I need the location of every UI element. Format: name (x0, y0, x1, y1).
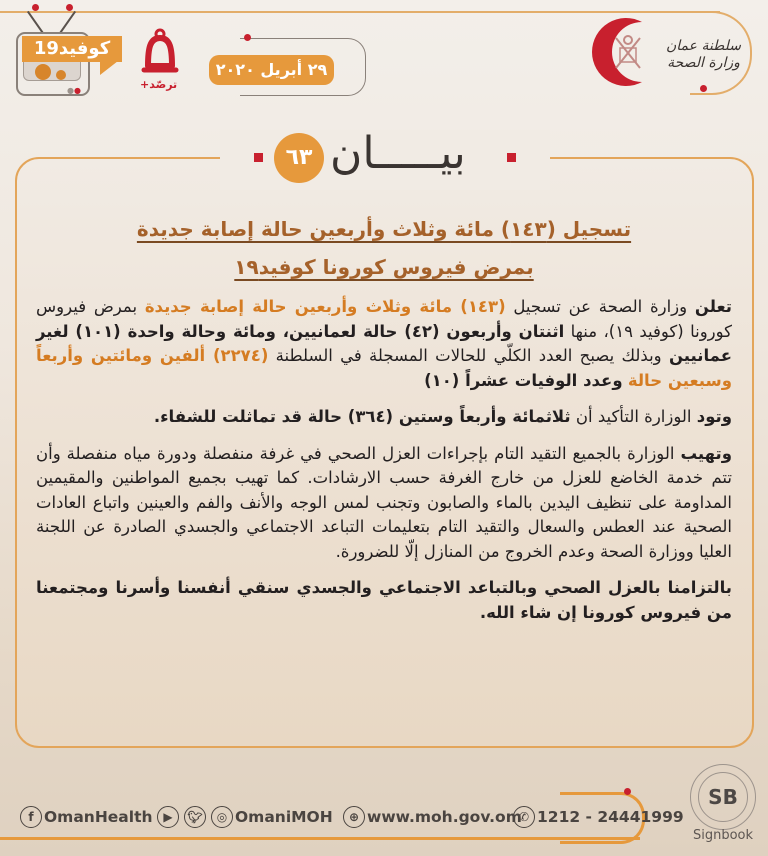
text-run: وبذلك يصبح العدد الكلّي للحالات المسجلة في السلطنة (268, 346, 669, 365)
youtube-icon: ▶ (157, 806, 179, 828)
text-run: بمرض فيروس كورونا (كوفيد ١٩)، منها (36, 297, 733, 341)
virus-icon (35, 64, 51, 80)
text-run: تعلن (694, 297, 732, 316)
paragraph-cases (36, 295, 732, 393)
date-badge: ٢٩ أبريل ٢٠٢٠ (209, 55, 334, 85)
ministry-crescent-logo (592, 16, 664, 88)
facebook-link[interactable] (20, 804, 153, 830)
antenna-dot (66, 4, 73, 11)
globe-icon: ⊕ (343, 806, 365, 828)
connector-dot (244, 34, 251, 41)
signbook-label: Signbook (692, 828, 754, 843)
footer-divider-line (0, 837, 640, 840)
headline-line-2: بمرض فيروس كورونا كوفيد١٩ (234, 255, 534, 279)
statement-title: بيـــــان (330, 128, 466, 179)
signbook-logo (690, 764, 756, 830)
covid-label: كوفيد19 (22, 36, 122, 62)
phone-link[interactable] (513, 804, 684, 830)
twitter-icon: 🐦︎ (184, 806, 206, 828)
text-run: الوزارة بالجميع التقيد التام بإجراءات العزل الصحي في غرفة منفصلة ودورة مياه منفصلة وأن تتم خدمة الخاضع للعزل من خارج الغرفة حسب الارشادات. كما تهيب بجميع المواطنين والمقيمين المداومة على تنظيف اليدين بالماء والصابون وتجنب لمس الوجه والأنف والفم والعينين واتباع العادات الصحية عند العطس والسعال والتقيد التام بتعليمات التباعد الاجتماعي والجسدي الصادرة عن اللجنة العليا ووزارة الصحة وعدم الخروج من المنازل إلّا للضرورة. (36, 443, 732, 561)
header-divider-line (0, 11, 720, 13)
tarassud-label: ترصّد+ (140, 78, 178, 91)
virus-icon (56, 70, 66, 80)
website-url: www.moh.gov.om (367, 808, 522, 826)
paragraph-closing (36, 576, 732, 625)
website-link[interactable] (343, 804, 522, 830)
logo-dot (700, 85, 707, 92)
facebook-handle: OmanHealth (44, 808, 153, 826)
logo-line-1: سلطنة عمان (666, 38, 742, 54)
logo-line-2: وزارة الصحة (667, 55, 740, 71)
text-run: الوزارة التأكيد أن (570, 407, 697, 426)
text-run: بالتزامنا بالعزل الصحي وبالتباعد الاجتماعي والجسدي سنقي أنفسنا وأسرنا ومجتمعنا من فيروس كورونا إن شاء الله. (36, 578, 732, 622)
paragraph-recoveries (36, 405, 732, 430)
text-run: وتهيب (680, 443, 732, 463)
bell-icon (140, 28, 180, 84)
text-run: (١٤٣) مائة وثلاث وأربعين حالة إصابة جديدة (144, 297, 506, 316)
paragraph-guidelines (36, 442, 732, 565)
social-links[interactable] (157, 804, 333, 830)
title-square-left (254, 153, 263, 162)
text-run: اثنتان وأربعون (٤٢) حالة لعمانيين، ومائة وحالة واحدة (١٠١) لغير عمانيين (36, 321, 732, 365)
signbook-mark: SB (698, 772, 748, 822)
ministry-name (666, 38, 741, 72)
instagram-icon: ◎ (211, 806, 233, 828)
phone-icon: ✆ (513, 806, 535, 828)
statement-number-badge: ٦٣ (274, 133, 324, 183)
text-run: وعدد الوفيات عشراً (١٠) (424, 370, 623, 390)
statement-body (36, 295, 732, 637)
antenna-dot (32, 4, 39, 11)
text-run: ثلاثمائة وأربعاً وستين (٣٦٤) حالة قد تماثلت للشفاء. (153, 407, 571, 426)
title-square-right (507, 153, 516, 162)
text-run: وزارة الصحة عن تسجيل (505, 297, 695, 316)
speech-tail (100, 61, 118, 75)
phone-number: 1212 - 24441999 (537, 808, 684, 826)
social-handle: OmaniMOH (235, 808, 333, 826)
facebook-icon: f (20, 806, 42, 828)
headline (40, 210, 728, 286)
text-run: وتود (696, 407, 732, 426)
footer-dot (624, 788, 631, 795)
headline-line-1: تسجيل (١٤٣) مائة وثلاث وأربعين حالة إصابة جديدة (136, 217, 632, 241)
text-run: (٢٢٧٤) ألفين ومائتين وأربعاً وسبعين حالة (36, 346, 732, 390)
tv-buttons: ●● (67, 86, 81, 95)
